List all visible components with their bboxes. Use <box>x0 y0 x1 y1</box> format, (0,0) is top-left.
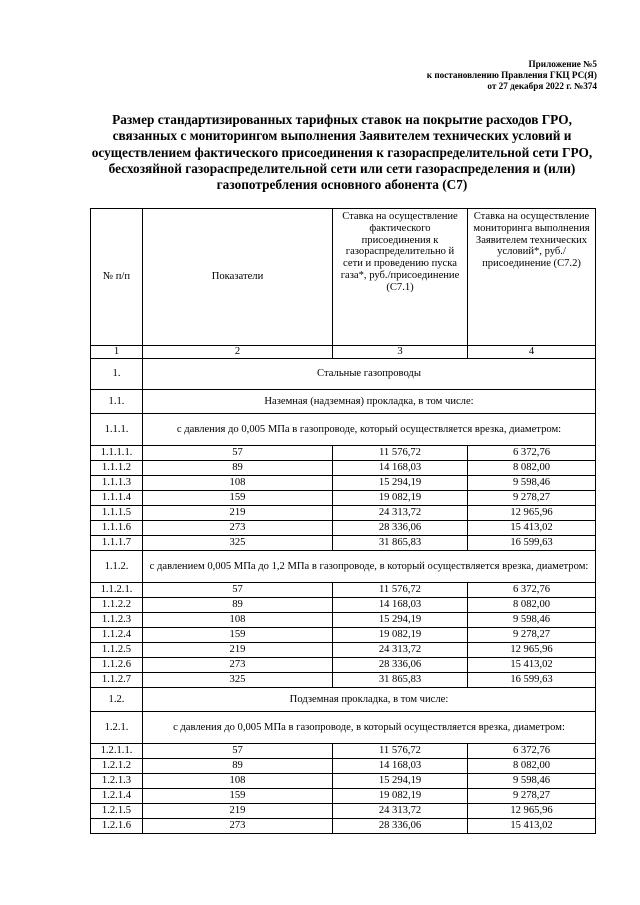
row-diameter: 57 <box>143 583 333 598</box>
table-row <box>91 491 596 506</box>
appendix-date: от 27 декабря 2022 г. №374 <box>487 81 597 92</box>
row-diameter: 159 <box>143 628 333 643</box>
row-rate-monitoring: 15 413,02 <box>468 521 596 536</box>
row-rate-connection: 31 865,83 <box>333 536 468 551</box>
row-rate-connection: 11 576,72 <box>333 744 468 759</box>
row-diameter: 325 <box>143 536 333 551</box>
row-rate-connection: 14 168,03 <box>333 461 468 476</box>
row-code: 1.1.1.1. <box>91 446 143 461</box>
row-rate-monitoring: 6 372,76 <box>468 583 596 598</box>
row-code: 1.2.1.2 <box>91 759 143 774</box>
table-row <box>91 536 596 551</box>
row-rate-monitoring: 16 599,63 <box>468 536 596 551</box>
row-code: 1.2.1.1. <box>91 744 143 759</box>
section-label: Стальные газопроводы <box>143 359 596 390</box>
row-diameter: 219 <box>143 643 333 658</box>
column-number: 3 <box>333 346 468 359</box>
header-num: № п/п <box>91 209 143 346</box>
section-code: 1.2.1. <box>91 712 143 744</box>
row-diameter: 57 <box>143 446 333 461</box>
appendix-reference <box>427 59 597 93</box>
row-rate-monitoring: 12 965,96 <box>468 506 596 521</box>
header-rate-connection: Ставка на осуществление фактического присоединения к газораспределительно й сети и проведению пуска газа*, руб./присоединение (С7.1) <box>333 209 468 346</box>
row-rate-connection: 24 313,72 <box>333 506 468 521</box>
section-row <box>91 359 596 390</box>
table-header-row <box>91 209 596 346</box>
document-title: Размер стандартизированных тарифных ставок на покрытие расходов ГРО, связанных с мониторингом выполнения Заявителем технических условий и осуществлением фактического присоединения к газораспределительной сети ГРО, бесхозяйной газораспределительной сети или сети газораспределения и (или) газопотребления основного абонента (С7) <box>91 112 593 193</box>
row-code: 1.1.1.6 <box>91 521 143 536</box>
row-rate-monitoring: 9 278,27 <box>468 628 596 643</box>
row-code: 1.2.1.5 <box>91 804 143 819</box>
row-rate-monitoring: 16 599,63 <box>468 673 596 688</box>
row-code: 1.2.1.4 <box>91 789 143 804</box>
row-rate-monitoring: 8 082,00 <box>468 461 596 476</box>
row-rate-monitoring: 15 413,02 <box>468 819 596 834</box>
table-row <box>91 628 596 643</box>
section-code: 1.1.2. <box>91 551 143 583</box>
row-rate-connection: 19 082,19 <box>333 789 468 804</box>
row-rate-connection: 19 082,19 <box>333 491 468 506</box>
row-rate-connection: 11 576,72 <box>333 583 468 598</box>
row-diameter: 159 <box>143 491 333 506</box>
column-number-row <box>91 346 596 359</box>
row-rate-monitoring: 8 082,00 <box>468 759 596 774</box>
row-diameter: 89 <box>143 759 333 774</box>
table-row <box>91 759 596 774</box>
table-row <box>91 643 596 658</box>
row-rate-connection: 28 336,06 <box>333 521 468 536</box>
column-number: 2 <box>143 346 333 359</box>
appendix-number: Приложение №5 <box>528 59 597 69</box>
header-rate-monitoring: Ставка на осуществление мониторинга выполнения Заявителем технических условий*, руб./присоединение (С7.2) <box>468 209 596 346</box>
row-rate-monitoring: 6 372,76 <box>468 744 596 759</box>
row-rate-monitoring: 6 372,76 <box>468 446 596 461</box>
table-row <box>91 506 596 521</box>
row-rate-connection: 14 168,03 <box>333 759 468 774</box>
row-diameter: 219 <box>143 506 333 521</box>
row-rate-monitoring: 12 965,96 <box>468 643 596 658</box>
table-row <box>91 461 596 476</box>
column-number: 4 <box>468 346 596 359</box>
row-diameter: 325 <box>143 673 333 688</box>
row-code: 1.1.2.7 <box>91 673 143 688</box>
row-rate-monitoring: 9 278,27 <box>468 789 596 804</box>
row-code: 1.1.1.3 <box>91 476 143 491</box>
row-code: 1.1.2.4 <box>91 628 143 643</box>
table-row <box>91 446 596 461</box>
table-row <box>91 583 596 598</box>
row-diameter: 159 <box>143 789 333 804</box>
subsection-row <box>91 688 596 712</box>
section-label: с давлением 0,005 МПа до 1,2 МПа в газопроводе, в который осуществляется врезка, диаметром: <box>143 551 596 583</box>
subsection-row <box>91 390 596 414</box>
row-diameter: 273 <box>143 521 333 536</box>
row-rate-monitoring: 8 082,00 <box>468 598 596 613</box>
row-rate-monitoring: 9 598,46 <box>468 774 596 789</box>
row-code: 1.1.1.2 <box>91 461 143 476</box>
table-row <box>91 598 596 613</box>
row-rate-connection: 11 576,72 <box>333 446 468 461</box>
table-row <box>91 819 596 834</box>
row-diameter: 108 <box>143 774 333 789</box>
row-diameter: 219 <box>143 804 333 819</box>
row-rate-connection: 24 313,72 <box>333 643 468 658</box>
row-code: 1.1.2.6 <box>91 658 143 673</box>
row-code: 1.1.2.1. <box>91 583 143 598</box>
row-rate-connection: 15 294,19 <box>333 476 468 491</box>
column-number: 1 <box>91 346 143 359</box>
row-rate-connection: 15 294,19 <box>333 774 468 789</box>
row-diameter: 89 <box>143 461 333 476</box>
row-code: 1.1.1.4 <box>91 491 143 506</box>
row-diameter: 108 <box>143 476 333 491</box>
row-rate-connection: 14 168,03 <box>333 598 468 613</box>
row-rate-monitoring: 9 278,27 <box>468 491 596 506</box>
section-label: с давления до 0,005 МПа в газопроводе, в который осуществляется врезка, диаметром: <box>143 712 596 744</box>
section-label: с давления до 0,005 МПа в газопроводе, который осуществляется врезка, диаметром: <box>143 414 596 446</box>
row-code: 1.1.1.7 <box>91 536 143 551</box>
row-diameter: 89 <box>143 598 333 613</box>
row-rate-connection: 31 865,83 <box>333 673 468 688</box>
section-label: Подземная прокладка, в том числе: <box>143 688 596 712</box>
appendix-resolution: к постановлению Правления ГКЦ РС(Я) <box>426 70 597 81</box>
section-code: 1.1. <box>91 390 143 414</box>
section-code: 1. <box>91 359 143 390</box>
row-rate-connection: 19 082,19 <box>333 628 468 643</box>
pressure-condition-row <box>91 414 596 446</box>
row-diameter: 57 <box>143 744 333 759</box>
table-row <box>91 613 596 628</box>
row-rate-connection: 15 294,19 <box>333 613 468 628</box>
table-row <box>91 521 596 536</box>
row-diameter: 108 <box>143 613 333 628</box>
row-diameter: 273 <box>143 658 333 673</box>
row-rate-connection: 28 336,06 <box>333 658 468 673</box>
row-rate-monitoring: 15 413,02 <box>468 658 596 673</box>
row-code: 1.2.1.6 <box>91 819 143 834</box>
tariff-table <box>90 208 596 834</box>
section-code: 1.2. <box>91 688 143 712</box>
table-row <box>91 658 596 673</box>
section-label: Наземная (надземная) прокладка, в том числе: <box>143 390 596 414</box>
row-rate-connection: 28 336,06 <box>333 819 468 834</box>
table-row <box>91 744 596 759</box>
table-row <box>91 476 596 491</box>
row-diameter: 273 <box>143 819 333 834</box>
row-rate-monitoring: 9 598,46 <box>468 613 596 628</box>
section-code: 1.1.1. <box>91 414 143 446</box>
row-code: 1.1.2.2 <box>91 598 143 613</box>
pressure-condition-row <box>91 712 596 744</box>
table-row <box>91 774 596 789</box>
row-code: 1.1.2.5 <box>91 643 143 658</box>
table-row <box>91 673 596 688</box>
header-indicator: Показатели <box>143 209 333 346</box>
row-rate-monitoring: 9 598,46 <box>468 476 596 491</box>
row-code: 1.1.1.5 <box>91 506 143 521</box>
table-row <box>91 789 596 804</box>
row-rate-connection: 24 313,72 <box>333 804 468 819</box>
row-code: 1.2.1.3 <box>91 774 143 789</box>
row-rate-monitoring: 12 965,96 <box>468 804 596 819</box>
table-row <box>91 804 596 819</box>
row-code: 1.1.2.3 <box>91 613 143 628</box>
pressure-condition-row <box>91 551 596 583</box>
